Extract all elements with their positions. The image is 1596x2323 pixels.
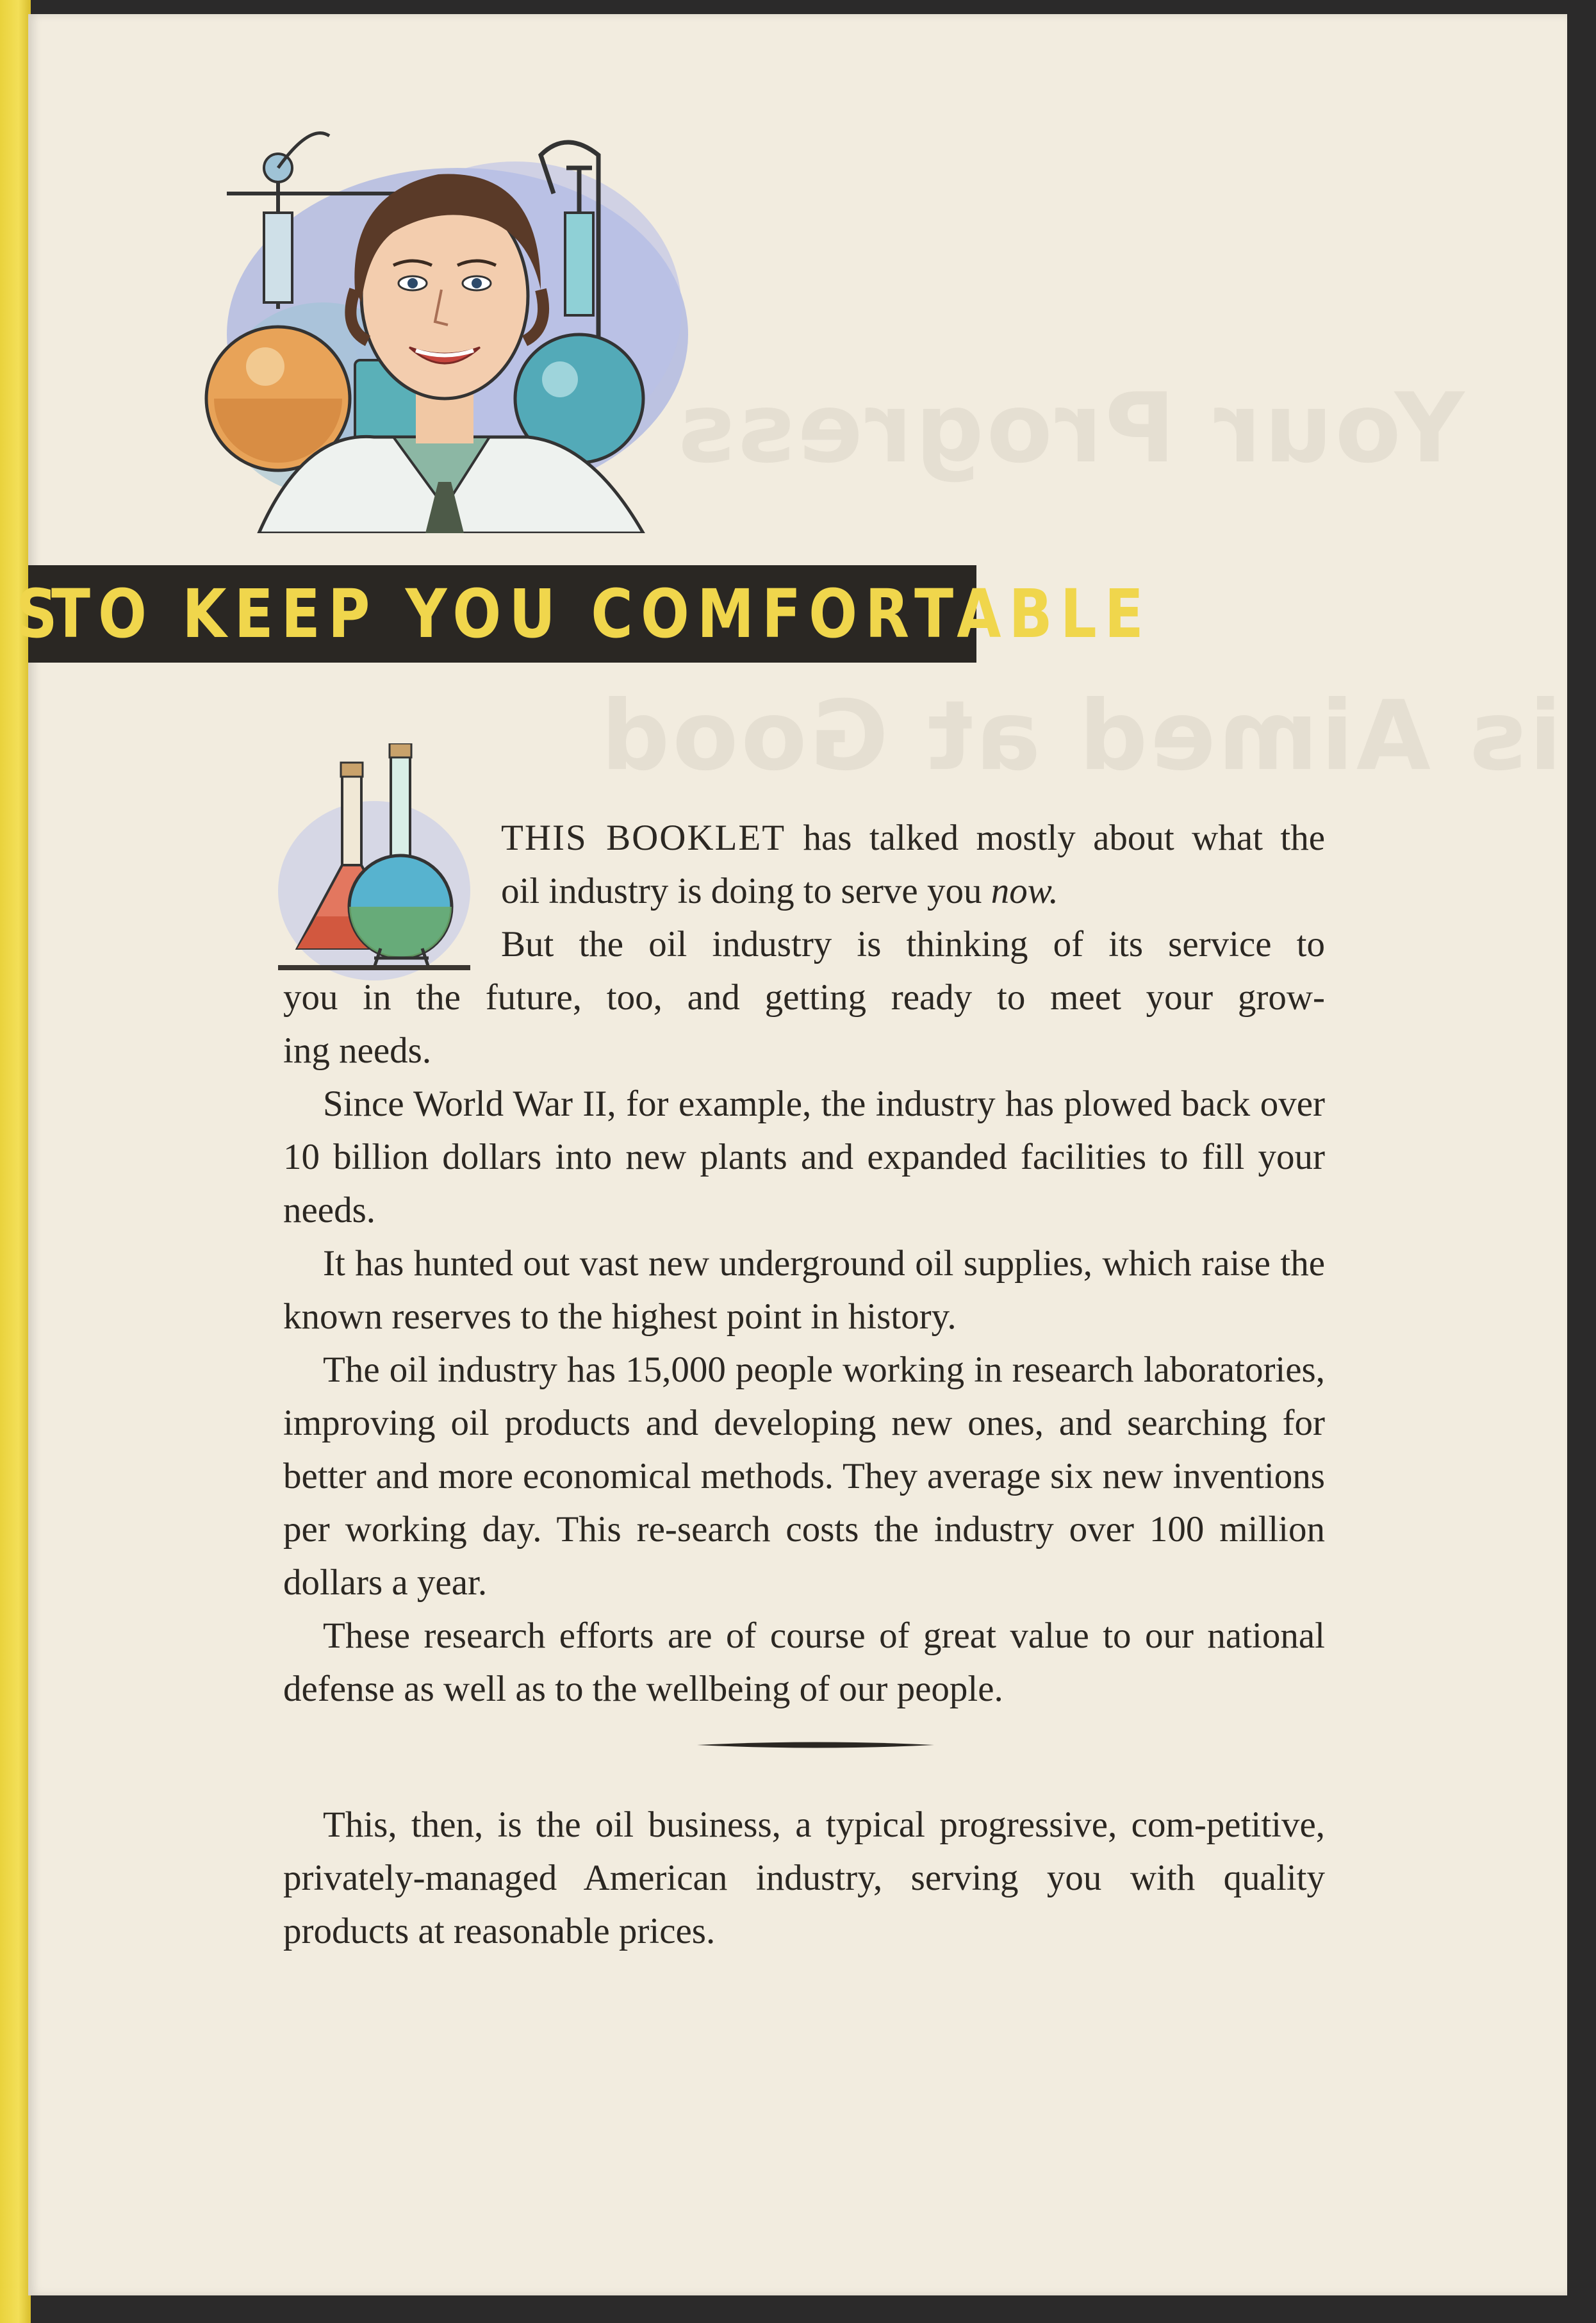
flasks-illustration xyxy=(278,743,477,980)
intro-line-1-rest: has talked mostly about what the xyxy=(786,818,1325,858)
scientist-illustration xyxy=(182,97,695,533)
intro-line-2 xyxy=(501,864,1325,918)
booklet-page xyxy=(16,14,1567,2295)
banner-title: TO KEEP YOU COMFORTABLE xyxy=(51,575,1151,653)
section-divider xyxy=(697,1740,934,1749)
paragraph-reserves: It has hunted out vast new underground oil supplies, which raise the known reserves to the highest point in history. xyxy=(283,1243,1325,1337)
paragraph-investment: Since World War II, for example, the industry has plowed back over 10 billion dollars into new plants and expanded facilities to fill your needs. xyxy=(283,1084,1325,1230)
intro-emphasis: now. xyxy=(991,871,1058,911)
section-banner xyxy=(16,565,1151,663)
intro-line-2-main: oil industry is doing to serve you xyxy=(501,871,991,911)
intro-line-5: ing needs. xyxy=(283,1030,432,1071)
show-through-heading-2: is Aimed at Good xyxy=(598,681,1562,792)
intro-line-3: But the oil industry is thinking of its service to xyxy=(501,924,1325,964)
intro-line-1 xyxy=(501,811,1325,864)
intro-line-4: you in the future, too, and getting ready to meet your grow- xyxy=(283,977,1325,1018)
show-through-heading-1: Your Progress xyxy=(675,373,1465,484)
paragraph-research: The oil industry has 15,000 people working in research laboratories, improving oil products and developing new ones, and searching for better and more economical methods. They average six new inventions per working day. This re-search costs the industry over 100 million dollars a year. xyxy=(283,1350,1325,1603)
paragraph-defense: These research efforts are of course of great value to our national defense as well as to the wellbeing of our people. xyxy=(283,1616,1325,1709)
yellow-cover-edge xyxy=(0,0,31,2323)
banner-cut-letter: S xyxy=(16,575,58,653)
intro-lead: THIS BOOKLET xyxy=(501,818,786,858)
paragraph-conclusion: This, then, is the oil business, a typical progressive, com-petitive, privately-managed American industry, serving you with quality products at reasonable prices. xyxy=(283,1805,1325,1951)
